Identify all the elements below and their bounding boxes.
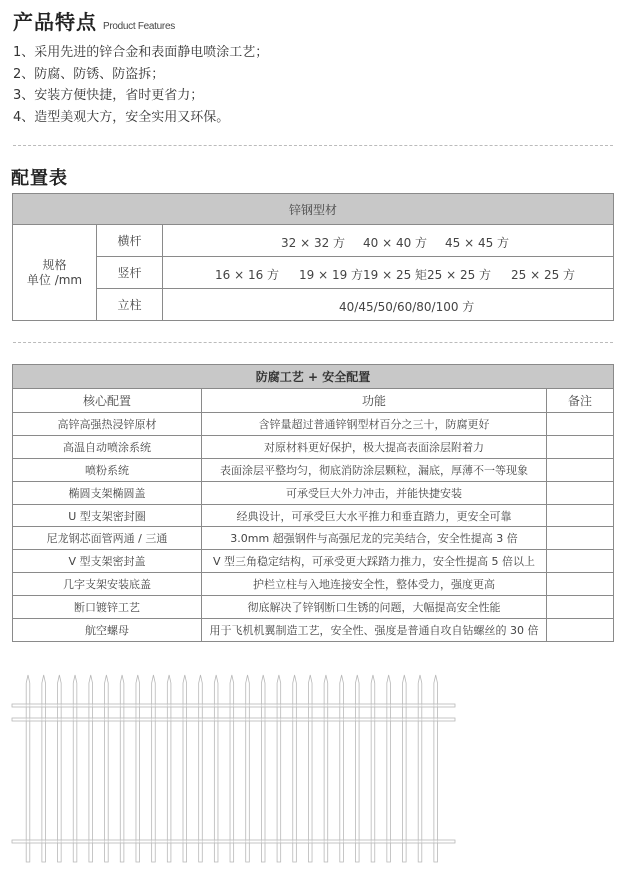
table-row xyxy=(13,435,614,458)
cell-function: 3.0mm 超强钢件与高强尼龙的完美结合，安全性提高 3 倍 xyxy=(202,527,547,550)
cell-function: 表面涂层平整均匀，彻底消防涂层颗粒，漏底，厚薄不一等现象 xyxy=(202,458,547,481)
fence-picket xyxy=(214,675,218,862)
table-row xyxy=(13,458,614,481)
cell-function: 护栏立柱与入地连接安全性，整体受力，强度更高 xyxy=(202,573,547,596)
fence-picket xyxy=(120,675,124,862)
row-values xyxy=(163,289,614,321)
fence-rail xyxy=(12,840,455,843)
config-title: 配置表 xyxy=(11,168,68,189)
fence-picket xyxy=(136,675,140,862)
cell-item: 椭圆支架椭圆盖 xyxy=(13,481,202,504)
table-row xyxy=(13,550,614,573)
spec-value: 25 × 25 方 xyxy=(511,268,576,282)
fence-picket xyxy=(152,675,156,862)
features-list xyxy=(13,42,268,128)
feature-item: 4、造型美观大方，安全实用又环保。 xyxy=(13,109,230,125)
fence-picket xyxy=(340,675,344,862)
cell-item: V 型支架密封盖 xyxy=(13,550,202,573)
row-name: 立柱 xyxy=(97,289,163,321)
fence-picket xyxy=(434,675,438,862)
cell-note xyxy=(547,573,614,596)
cell-item: 几字支架安装底盖 xyxy=(13,573,202,596)
features-title: 产品特点 xyxy=(13,10,97,34)
features-heading xyxy=(13,6,175,35)
row-values xyxy=(163,225,614,257)
profile-spec-table xyxy=(12,193,614,321)
fence-picket xyxy=(73,675,77,862)
feature-item: 1、采用先进的锌合金和表面静电喷涂工艺； xyxy=(13,45,269,60)
table2-header: 防腐工艺 + 安全配置 xyxy=(13,365,614,389)
cell-item: 高锌高强热浸锌原材 xyxy=(13,413,202,436)
spec-value: 19 × 19 方 xyxy=(299,268,364,282)
fence-picket xyxy=(183,675,187,862)
fence-picket xyxy=(355,675,359,862)
cell-item: 断口镀锌工艺 xyxy=(13,596,202,619)
row-values xyxy=(163,257,614,289)
fence-picket xyxy=(42,675,46,862)
cell-function: 经典设计，可承受巨大水平推力和垂直踏力，更安全可靠 xyxy=(202,504,547,527)
fence-picket xyxy=(58,675,62,862)
fence-picket xyxy=(403,675,407,862)
spec-label-line2: 单位 /mm xyxy=(26,272,83,287)
fence-picket xyxy=(26,675,30,862)
cell-function: 含锌量超过普通锌钢型材百分之三十，防腐更好 xyxy=(202,413,547,436)
table-row xyxy=(13,481,614,504)
table1-header: 锌钢型材 xyxy=(13,194,614,225)
row-name: 竖杆 xyxy=(97,257,163,289)
divider xyxy=(13,145,613,146)
spec-value: 19 × 25 矩 xyxy=(363,268,428,282)
fence-picket xyxy=(387,675,391,862)
cell-note xyxy=(547,550,614,573)
cell-function: V 型三角稳定结构，可承受更大踩踏力推力，安全性提高 5 倍以上 xyxy=(202,550,547,573)
fence-picket xyxy=(293,675,297,862)
spec-label-line1: 规格 xyxy=(42,257,67,272)
table-row xyxy=(13,619,614,642)
spec-value: 32 × 32 方 xyxy=(281,236,346,250)
cell-item: 喷粉系统 xyxy=(13,458,202,481)
column-header: 核心配置 xyxy=(13,389,202,413)
fence-picket xyxy=(230,675,234,862)
table-row xyxy=(13,257,614,289)
fence-picket xyxy=(167,675,171,862)
fence-picket xyxy=(89,675,93,862)
feature-item: 3、安装方便快捷，省时更省力； xyxy=(13,88,204,103)
cell-function: 用于飞机机翼制造工艺，安全性、强度是普通自攻自钻螺丝的 30 倍 xyxy=(202,619,547,642)
spec-value: 40/45/50/60/80/100 方 xyxy=(339,300,475,314)
cell-item: 航空螺母 xyxy=(13,619,202,642)
table-row xyxy=(13,504,614,527)
cell-function: 彻底解决了锌钢断口生锈的问题，大幅提高安全性能 xyxy=(202,596,547,619)
fence-picket xyxy=(277,675,281,862)
fence-picket xyxy=(246,675,250,862)
fence-rail xyxy=(12,704,455,707)
spec-value: 16 × 16 方 xyxy=(215,268,280,282)
fence-picket xyxy=(324,675,328,862)
cell-note xyxy=(547,458,614,481)
fence-picket xyxy=(105,675,109,862)
anticorrosion-config-table xyxy=(12,364,614,642)
cell-note xyxy=(547,413,614,436)
cell-note xyxy=(547,527,614,550)
cell-item: U 型支架密封圈 xyxy=(13,504,202,527)
cell-note xyxy=(547,435,614,458)
cell-item: 高温自动喷涂系统 xyxy=(13,435,202,458)
table-row xyxy=(13,225,614,257)
table-row xyxy=(13,289,614,321)
fence-picket xyxy=(371,675,375,862)
cell-item: 尼龙钢芯面管两通 / 三通 xyxy=(13,527,202,550)
spec-label xyxy=(13,225,97,321)
cell-note xyxy=(547,481,614,504)
spec-value: 40 × 40 方 xyxy=(363,236,428,250)
fence-picket xyxy=(199,675,203,862)
feature-item: 2、防腐、防锈、防盗拆； xyxy=(13,66,165,82)
table-row xyxy=(13,596,614,619)
spec-value: 25 × 25 方 xyxy=(427,268,492,282)
cell-function: 对原材料更好保护，极大提高表面涂层附着力 xyxy=(202,435,547,458)
divider xyxy=(13,342,613,343)
features-title-en: Product Features xyxy=(103,21,175,32)
fence-drawing xyxy=(0,660,629,884)
cell-note xyxy=(547,619,614,642)
cell-function: 可承受巨大外力冲击，并能快捷安装 xyxy=(202,481,547,504)
column-header: 备注 xyxy=(547,389,614,413)
column-header: 功能 xyxy=(202,389,547,413)
cell-note xyxy=(547,504,614,527)
fence-picket xyxy=(308,675,312,862)
spec-value: 45 × 45 方 xyxy=(445,236,510,250)
cell-note xyxy=(547,596,614,619)
fence-picket xyxy=(261,675,265,862)
table-row xyxy=(13,527,614,550)
fence-rail xyxy=(12,718,455,721)
table-row xyxy=(13,573,614,596)
fence-picket xyxy=(418,675,422,862)
table-row xyxy=(13,413,614,436)
row-name: 横杆 xyxy=(97,225,163,257)
